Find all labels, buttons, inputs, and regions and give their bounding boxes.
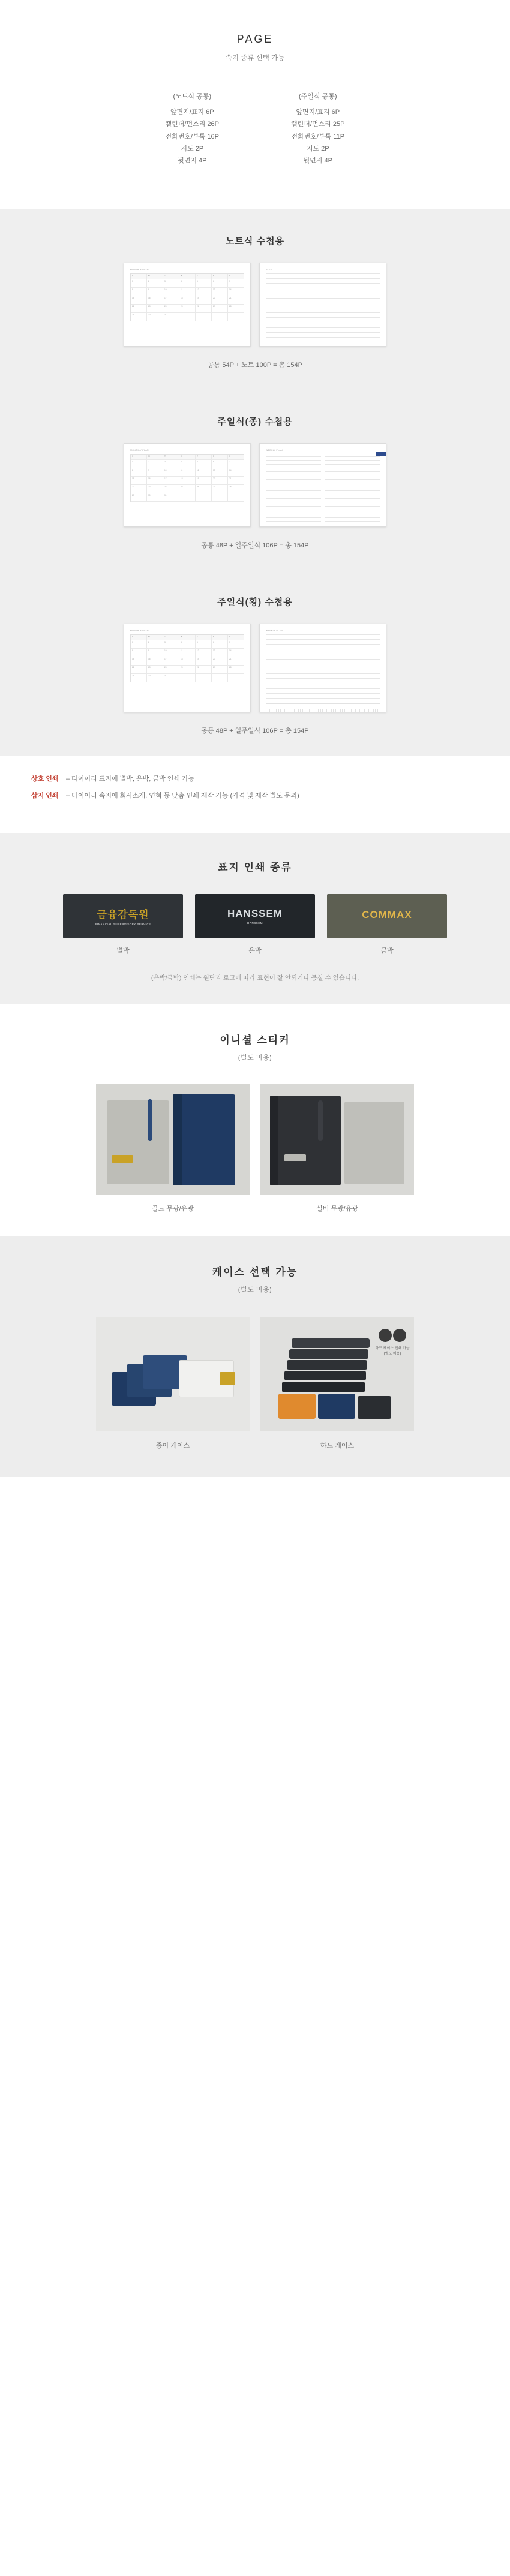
page-spec-section [0, 0, 510, 209]
plate-gallery [0, 894, 510, 955]
plate-label: HANSSEM [227, 907, 283, 919]
spec-list [291, 106, 344, 167]
sample-title: 주일식(횡) 수첩용 [217, 597, 293, 607]
samples-section [0, 209, 510, 756]
sample-page-note: NOTE [259, 263, 386, 347]
plate-item-foil-black [63, 894, 183, 955]
plate-image [63, 894, 183, 938]
sample-page-monthly: MONTHLY PLAN S M T W T F S 1 2 3 4 5 6 7 8 9 10 11 12 13 14 15 16 17 18 19 20 21 22 23 24 25 26 27 28 29 30 31 [124, 443, 251, 527]
badge-dot-icon [393, 1329, 406, 1342]
sample-caption: 공통 48P + 일주일식 106P = 총 154P [201, 541, 309, 549]
section-title: 표지 인쇄 종류 [218, 861, 292, 873]
sample-notebook [0, 209, 510, 390]
sample-caption: 공통 54P + 노트 100P = 총 154P [208, 361, 302, 369]
case-select-section [0, 1236, 510, 1477]
plate-image [327, 894, 447, 938]
list-item: 뒷면지 4P [303, 157, 332, 165]
plate-caption: 은박 [248, 947, 262, 955]
note-key: 삽지 인쇄 [31, 792, 59, 799]
sticker-item-silver [260, 1084, 414, 1213]
spec-column-heading: (주일식 공통) [298, 93, 337, 100]
case-item-hard [260, 1317, 414, 1450]
section-subtitle: (별도 비용) [238, 1286, 272, 1293]
case-item-paper [96, 1317, 250, 1450]
cover-print-note: (은박/금박) 인쇄는 원단과 로고에 따라 표현이 잘 안되거나 뭉칠 수 있습니다. [151, 974, 359, 982]
spec-column-notebook [166, 91, 219, 167]
sticker-gallery [0, 1084, 510, 1213]
sample-spread [0, 443, 510, 527]
sample-spread [0, 263, 510, 347]
print-notes-section [0, 756, 510, 833]
sample-page-monthly: MONTHLY PLAN S M T W T F S 1 2 3 4 5 6 7 8 9 10 11 12 13 14 15 16 17 18 19 20 21 22 23 24 25 26 27 28 29 30 31 [124, 263, 251, 347]
spec-column-heading: (노트식 공통) [173, 93, 212, 100]
sample-weekly-horizontal [0, 570, 510, 756]
note-row [0, 790, 510, 800]
badge-dot-icon [379, 1329, 392, 1342]
section-subtitle: (별도 비용) [238, 1054, 272, 1061]
note-row [0, 774, 510, 783]
badge-text: 하드 케이스 인쇄 가능 (별도 비용) [375, 1346, 410, 1356]
list-item: 전화번호/부록 16P [165, 133, 219, 140]
sample-weekly-vertical [0, 390, 510, 570]
list-item: 앞면지/표지 6P [170, 109, 214, 116]
product-photo [96, 1317, 250, 1431]
photo-caption: 실버 무광/유광 [316, 1205, 358, 1212]
plate-sublabel: FINANCIAL SUPERVISORY SERVICE [95, 923, 151, 926]
photo-caption: 하드 케이스 [320, 1442, 355, 1449]
note-value: – 다이어리 표지에 별박, 은박, 금박 인쇄 가능 [66, 775, 195, 783]
photo-caption: 종이 케이스 [155, 1442, 190, 1449]
sample-caption: 공통 48P + 일주일식 106P = 총 154P [201, 727, 309, 735]
plate-image [195, 894, 315, 938]
cover-print-types-section [0, 833, 510, 1004]
sample-page-weekly-horizontal: WEEKLY PLAN [259, 624, 386, 712]
page-subtitle: 속지 종류 선택 가능 [225, 55, 285, 62]
note-key: 상호 인쇄 [31, 775, 59, 783]
plate-caption: 금박 [380, 947, 394, 955]
note-value: – 다이어리 속지에 회사소개, 연혁 등 맞춤 인쇄 제작 가능 (가격 및 제작 별도 문의) [66, 792, 299, 799]
list-item: 뒷면지 4P [178, 157, 207, 165]
sample-page-weekly: WEEKLY PLAN [259, 443, 386, 527]
product-photo [96, 1084, 250, 1195]
sample-title: 주일식(종) 수첩용 [217, 416, 293, 427]
case-gallery [0, 1317, 510, 1450]
ruler-decoration [266, 703, 380, 707]
product-photo [260, 1317, 414, 1431]
plate-item-foil-gold [327, 894, 447, 955]
initial-sticker-section [0, 1004, 510, 1236]
sample-title: 노트식 수첩용 [225, 236, 285, 246]
hard-case-print-badge [374, 1329, 410, 1357]
list-item: 앞면지/표지 6P [296, 109, 340, 116]
list-item: 캘린더/먼스리 26P [165, 121, 219, 128]
product-photo [260, 1084, 414, 1195]
section-title: 이니셜 스티커 [220, 1034, 290, 1046]
spec-columns [0, 91, 510, 167]
plate-sublabel: HANSSEM [247, 921, 263, 925]
list-item: 전화번호/부록 11P [291, 133, 345, 140]
list-item: 지도 2P [181, 145, 204, 153]
section-title: 케이스 선택 가능 [212, 1266, 298, 1278]
photo-caption: 골드 무광/유광 [152, 1205, 194, 1212]
sample-spread [0, 624, 510, 712]
sticker-item-gold [96, 1084, 250, 1213]
page-title: PAGE [236, 33, 274, 45]
spec-list [166, 106, 219, 167]
spec-column-weekly [291, 91, 344, 167]
plate-caption: 별박 [116, 947, 130, 955]
list-item: 지도 2P [306, 145, 329, 153]
list-item: 캘린더/먼스리 25P [291, 121, 345, 128]
plate-label: COMMAX [362, 909, 412, 921]
plate-item-foil-silver [195, 894, 315, 955]
sample-page-monthly: MONTHLY PLAN S M T W T F S 1 2 3 4 5 6 7 8 9 10 11 12 13 14 15 16 17 18 19 20 21 22 23 24 25 26 27 28 29 30 31 [124, 624, 251, 712]
plate-label: 금융감독원 [97, 909, 149, 921]
